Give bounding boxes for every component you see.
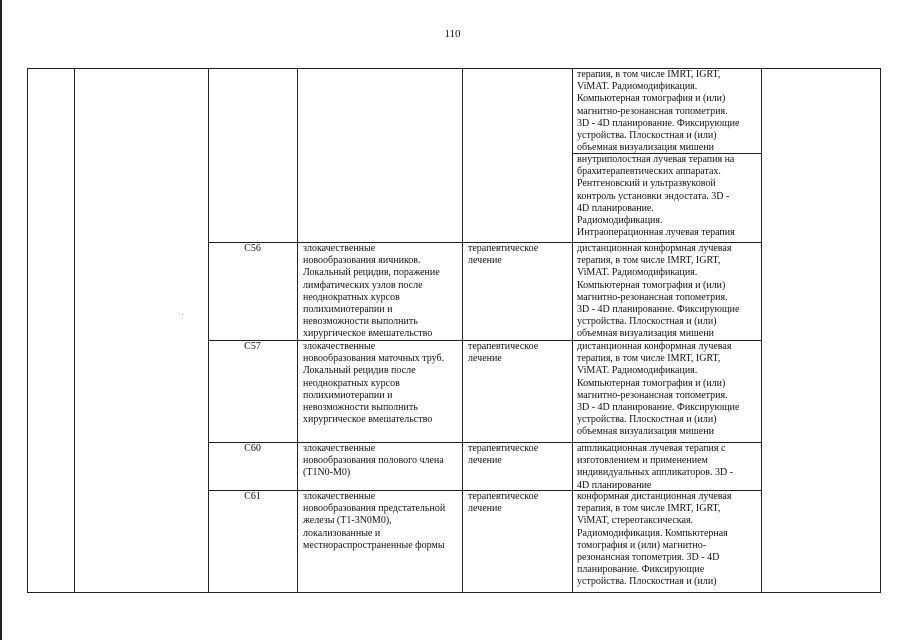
cell-text-line: устройства. Плоскостная и (или)	[577, 414, 717, 426]
cell-text-line: невозможности выполнить	[303, 316, 418, 328]
icd-code-cell	[208, 491, 297, 592]
cell-text-line: магнитно-резонансная топометрия.	[577, 291, 728, 303]
scan-left-edge	[0, 0, 2, 640]
cell-text-line: изготовлением и применением	[577, 455, 708, 467]
table-column-border	[880, 68, 881, 592]
table-column-border	[462, 68, 463, 592]
cell-text-line: Компьютерная томография и (или)	[577, 279, 726, 291]
icd-code-cell	[208, 243, 297, 340]
cell-text-line: неоднократных курсов	[303, 377, 400, 389]
cell-text-line: устройства. Плоскостная и (или)	[577, 130, 717, 142]
treatment-type-cell	[468, 341, 570, 442]
icd-code-cell	[208, 341, 297, 442]
cell-text-line: терапия, в том числе IMRT, IGRT,	[577, 255, 721, 267]
cell-text-line: ViMAT. Радиомодификация.	[577, 267, 698, 279]
table-column-border	[27, 68, 28, 592]
treatment-method-cell	[577, 243, 760, 340]
cell-text-line: новообразования яичников.	[303, 255, 421, 267]
cell-text-line: злокачественные	[303, 491, 376, 502]
cell-text-line: магнитно-резонансная топометрия.	[577, 389, 728, 401]
cell-text-line: новообразования полового члена	[303, 455, 444, 467]
diagnosis-cell	[303, 341, 460, 442]
cell-text-line: местнораспространенные формы	[303, 539, 445, 551]
cell-text-line: C61	[244, 491, 261, 502]
cell-text-line: 3D - 4D планирование. Фиксирующие	[577, 117, 740, 129]
cell-text-line: Рентгеновский и ультразвуковой	[577, 178, 716, 190]
cell-text-line: железы (T1-3N0M0),	[303, 515, 392, 527]
cell-text-line: локализованные и	[303, 527, 381, 539]
cell-text-line: злокачественные	[303, 341, 376, 352]
treatment-method-cell	[577, 341, 760, 442]
cell-text-line: C60	[244, 443, 261, 454]
cell-text-line: устройства. Плоскостная и (или)	[577, 576, 717, 588]
cell-text-line: новообразования маточных труб.	[303, 353, 445, 365]
cell-text-line: терапевтическое	[468, 341, 539, 352]
cell-text-line: Интраоперационная лучевая терапия	[577, 227, 735, 239]
cell-text-line: дистанционная конформная лучевая	[577, 243, 732, 254]
cell-text-line: внутриполостная лучевая терапия на	[577, 154, 735, 165]
table-row-border	[27, 592, 881, 593]
treatment-method-cell	[577, 491, 760, 592]
cell-text-line: (T1N0-M0)	[303, 467, 351, 479]
cell-text-line: лимфатических узлов после	[303, 279, 423, 291]
treatment-method-cell	[577, 443, 760, 490]
icd-code-cell	[208, 443, 297, 490]
cell-text-line: устройства. Плоскостная и (или)	[577, 316, 717, 328]
cell-text-line: Локальный рецидив после	[303, 365, 416, 377]
cell-text-line: аппликационная лучевая терапия с	[577, 443, 726, 454]
cell-text-line: Радиомодификация.	[577, 215, 663, 227]
treatment-type-cell	[468, 491, 570, 592]
cell-text-line: 3D - 4D планирование. Фиксирующие	[577, 402, 740, 414]
cell-text-line: индивидуальных аппликаторов. 3D -	[577, 467, 734, 479]
cell-text-line: объемная визуализация мишени	[577, 328, 714, 340]
table-column-border	[572, 68, 573, 592]
cell-text-line: ViMAT, стереотаксическая.	[577, 515, 694, 527]
cell-text-line: неоднократных курсов	[303, 291, 400, 303]
cell-text-line: хирургическое вмешательство	[303, 328, 433, 340]
diagnosis-cell	[303, 243, 460, 340]
cell-text-line: лечение	[468, 353, 502, 365]
cell-text-line: терапия, в том числе IMRT, IGRT,	[577, 503, 721, 515]
cell-text-line: C56	[244, 243, 261, 254]
cell-text-line: полихимиотерапии и	[303, 304, 393, 316]
treatment-type-cell	[468, 243, 570, 340]
table-column-border	[761, 68, 762, 592]
page-number: 110	[444, 28, 461, 40]
treatment-method-cell	[577, 154, 760, 242]
diagnosis-cell	[303, 443, 460, 490]
cell-text-line: терапевтическое	[468, 443, 539, 454]
cell-text-line: терапия, в том числе IMRT, IGRT,	[577, 69, 721, 80]
cell-text-line: планирование. Фиксирующие	[577, 564, 705, 576]
cell-text-line: терапия, в том числе IMRT, IGRT,	[577, 353, 721, 365]
table-column-border	[74, 68, 75, 592]
cell-text-line: Компьютерная томография и (или)	[577, 377, 726, 389]
cell-text-line: злокачественные	[303, 243, 376, 254]
treatment-type-cell	[468, 443, 570, 490]
cell-text-line: дистанционная конформная лучевая	[577, 341, 732, 352]
cell-text-line: объемная визуализация мишени	[577, 142, 714, 153]
cell-text-line: злокачественные	[303, 443, 376, 454]
cell-text-line: 4D планирование.	[577, 202, 654, 214]
cell-text-line: 4D планирование	[577, 479, 652, 490]
cell-text-line: резонансная топометрия. 3D - 4D	[577, 552, 720, 564]
cell-text-line: лечение	[468, 255, 502, 267]
cell-text-line: 3D - 4D планирование. Фиксирующие	[577, 304, 740, 316]
cell-text-line: ViMAT. Радиомодификация.	[577, 81, 698, 93]
cell-text-line: полихимиотерапии и	[303, 389, 393, 401]
cell-text-line: лечение	[468, 455, 502, 467]
cell-text-line: конформная дистанционная лучевая	[577, 491, 732, 502]
cell-text-line: контроль установки эндостата. 3D -	[577, 190, 730, 202]
cell-text-line: терапевтическое	[468, 243, 539, 254]
cell-text-line: Локальный рецидив, поражение	[303, 267, 440, 279]
cell-text-line: магнитно-резонансная топометрия.	[577, 105, 728, 117]
cell-text-line: брахитерапевтических аппаратах.	[577, 166, 721, 178]
cell-text-line: объемная визуализация мишени	[577, 426, 714, 438]
cell-text-line: хирургическое вмешательство	[303, 414, 433, 426]
diagnosis-cell	[303, 491, 460, 592]
table-column-border	[297, 68, 298, 592]
cell-text-line: Компьютерная томография и (или)	[577, 93, 726, 105]
cell-text-line: невозможности выполнить	[303, 402, 418, 414]
cell-text-line: ViMAT. Радиомодификация.	[577, 365, 698, 377]
cell-text-line: томография и (или) магнитно-	[577, 539, 707, 551]
treatment-method-cell	[577, 69, 760, 153]
cell-text-line: Радиомодификация. Компьютерная	[577, 527, 728, 539]
cell-text-line: лечение	[468, 503, 502, 515]
scan-speck	[182, 314, 183, 315]
cell-text-line: новообразования предстательной	[303, 503, 446, 515]
cell-text-line: C57	[244, 341, 261, 352]
cell-text-line: терапевтическое	[468, 491, 539, 502]
